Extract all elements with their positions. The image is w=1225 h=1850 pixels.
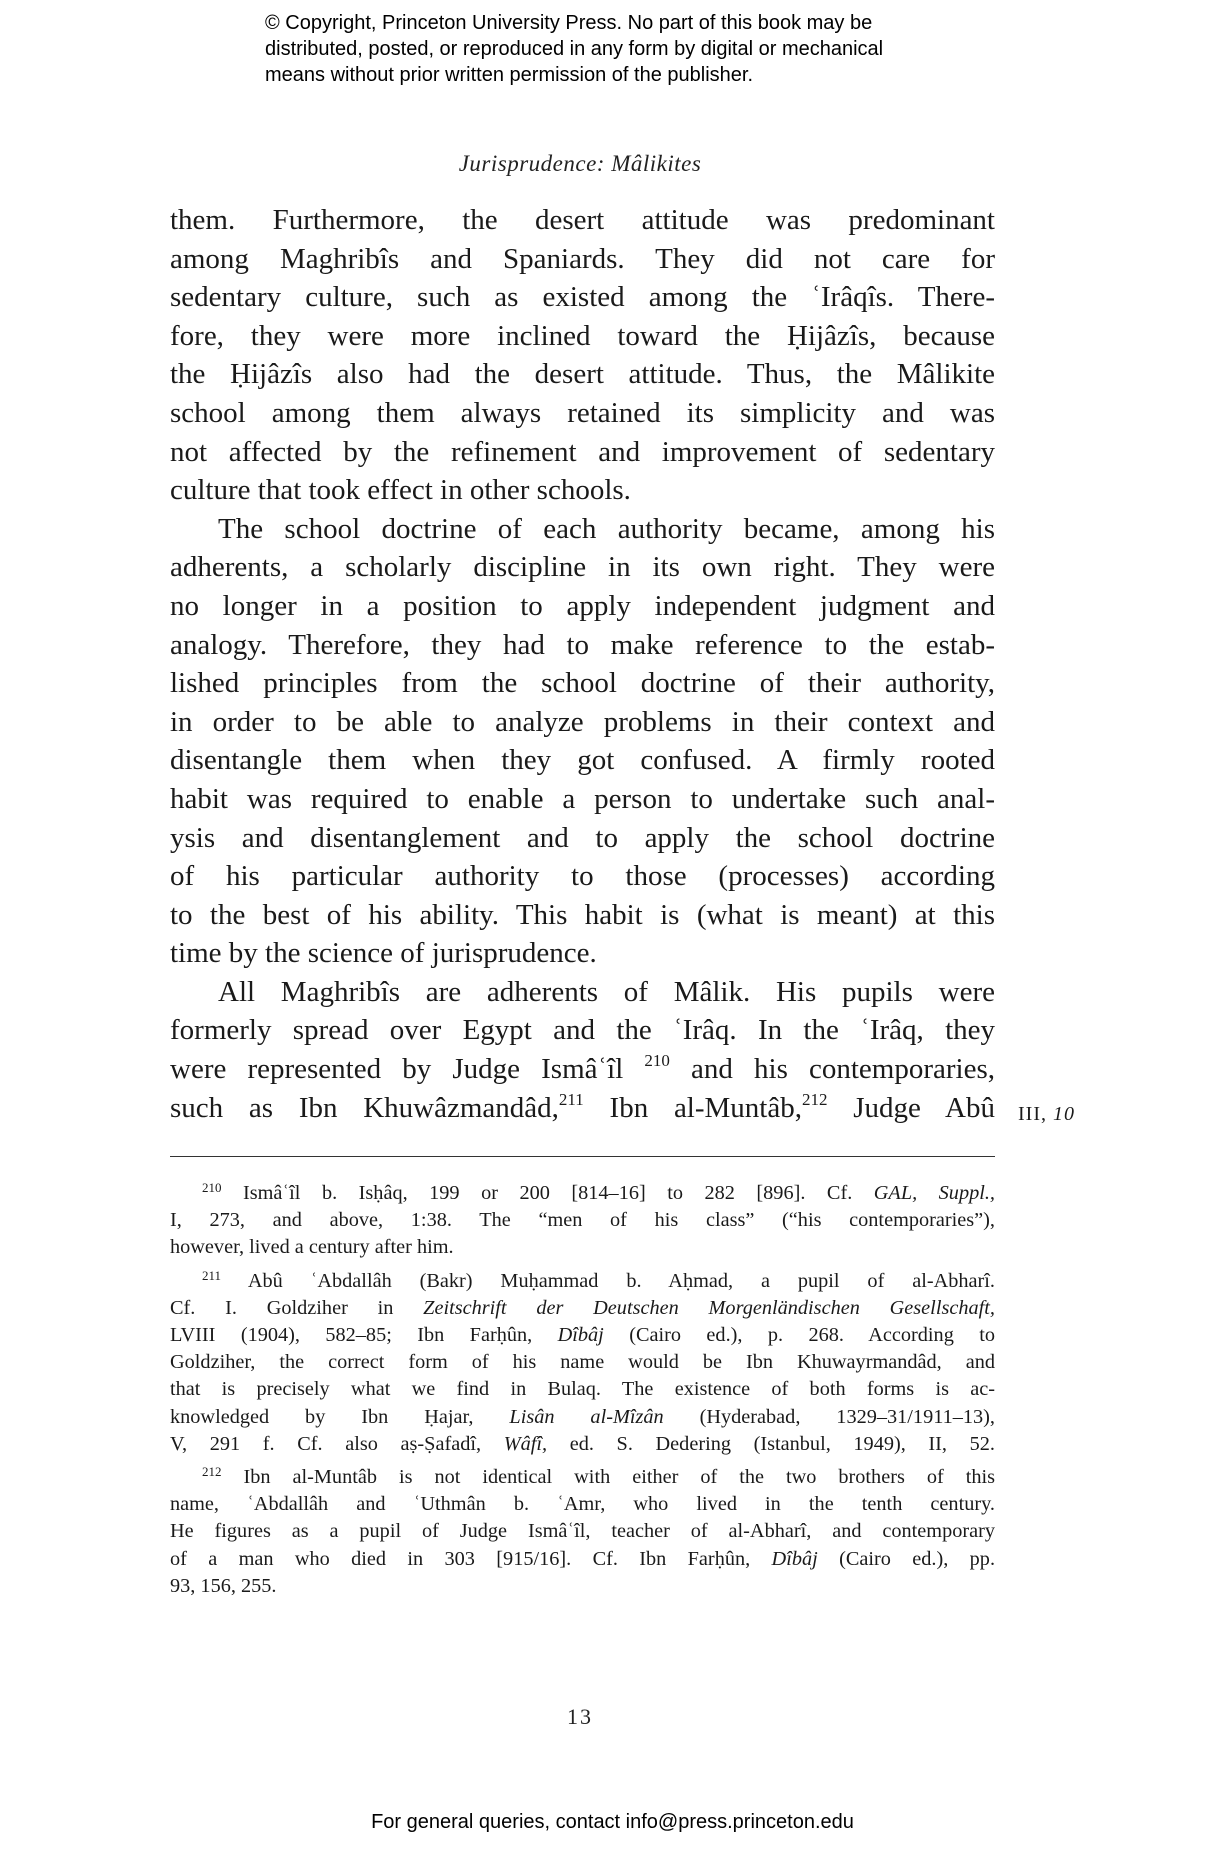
footnote-line [170,1322,995,1349]
text-segment: Ibn al-Muntâb, [609,1091,802,1124]
text-segment: of a man who died in 303 [915/16]. Cf. Ibn Farḥûn, [170,1547,751,1570]
footnote-line [170,1404,995,1431]
footnote-line: name, ʿAbdallâh and ʿUthmân b. ʿAmr, who lived in the tenth century. [170,1493,995,1516]
text-line: among Maghribîs and Spaniards. They did not care for [170,242,995,275]
text-segment: Abû ʿAbdallâh (Bakr) Muḥammad b. Aḥmad, a pupil of al-Abharî. [247,1269,995,1292]
text-segment: LVIII (1904), 582–85; Ibn Farḥûn, [170,1324,533,1347]
footnote-number: 210 [202,1180,222,1195]
text-line [170,1089,995,1128]
text-line: culture that took effect in other schools. [170,474,631,507]
footnote-211 [170,1262,995,1458]
footnote-line: I, 273, and above, 1:38. The “men of his class” (“his contemporaries”), [170,1209,995,1232]
text-segment: and his contemporaries, [691,1053,995,1086]
text-line: All Maghribîs are adherents of Mâlik. His pupils were [218,975,995,1008]
text-line: habit was required to enable a person to undertake such anal- [170,782,995,815]
margin-volume: III, [1018,1103,1047,1125]
copyright-line: means without prior written permission of the publisher. [265,64,754,86]
text-segment: (Cairo ed.), pp. [839,1547,996,1570]
paragraph-2 [170,510,995,973]
text-line: adherents, a scholarly discipline in its own right. They were [170,551,995,584]
text-line: of his particular authority to those (processes) according [170,860,995,893]
text-segment: ed. S. Dedering (Istanbul, 1949), II, 52. [569,1432,995,1455]
text-segment: Lisân al-Mîzân [509,1405,664,1428]
text-line: the Ḥijâzîs also had the desert attitude. Thus, the Mâlikite [170,358,995,391]
footnote-line: that is precisely what we find in Bulaq. The existence of both forms is ac- [170,1378,995,1401]
footnotes [170,1174,995,1600]
text-line: disentangle them when they got confused. A firmly rooted [170,744,995,777]
footnote-number: 211 [202,1267,222,1283]
margin-reference [1018,1103,1075,1126]
footnote-line [170,1546,995,1573]
text-segment: V, 291 f. Cf. also aṣ-Ṣafadî, [170,1432,482,1455]
running-head: Jurisprudence: Mâlikites [458,151,702,176]
text-segment: Wâfî, [503,1432,548,1455]
text-line: The school doctrine of each authority became, among his [218,512,995,545]
footnote-line: 93, 156, 255. [170,1574,277,1597]
text-line: in order to be able to analyze problems in their context and [170,705,995,738]
text-line: time by the science of jurisprudence. [170,937,597,970]
footnote-number: 212 [202,1464,222,1480]
paragraph-1 [170,201,995,510]
footnote-line: however, lived a century after him. [170,1236,454,1259]
footnote-ref-211[interactable]: 211 [558,1089,584,1109]
text-line: them. Furthermore, the desert attitude was predominant [170,204,995,236]
text-line: analogy. Therefore, they had to make reference to the estab- [170,628,995,661]
text-segment: GAL, Suppl., [873,1182,996,1204]
text-line: no longer in a position to apply independent judgment and [170,589,995,622]
footnote-line: Goldziher, the correct form of his name would be Ibn Khuwayrmandâd, and [170,1351,995,1374]
text-line: ysis and disentanglement and to apply the school doctrine [170,821,995,854]
copyright-line: distributed, posted, or reproduced in any form by digital or mechanical [265,38,884,60]
paragraph-3 [170,973,995,1127]
body-text [170,201,995,1127]
text-segment: (Cairo ed.), p. 268. According to [629,1324,995,1347]
footnote-line [170,1431,995,1458]
footnote-line [170,1262,995,1295]
footnote-ref-212[interactable]: 212 [802,1089,828,1109]
footnote-line [170,1174,995,1207]
footnote-line [170,1458,995,1491]
footnote-ref-210[interactable]: 210 [644,1051,670,1071]
footnote-line: He figures as a pupil of Judge Ismâʿîl, teacher of al-Abharî, and contemporary [170,1520,995,1543]
text-segment: Ismâʿîl b. Isḥâq, 199 or 200 [814–16] to 282 [896]. Cf. [243,1182,853,1204]
text-line: formerly spread over Egypt and the ʿIrâq. In the ʿIrâq, they [170,1014,995,1047]
text-line: lished principles from the school doctrine of their authority, [170,667,995,700]
text-line: school among them always retained its simplicity and was [170,396,995,429]
text-segment: were represented by Judge Ismâʿîl [170,1053,624,1086]
text-segment: such as Ibn Khuwâzmandâd, [170,1091,559,1124]
text-line [170,1050,995,1089]
footnote-210 [170,1174,995,1262]
text-line: not affected by the refinement and improvement of sedentary [170,435,995,468]
footnote-212 [170,1458,995,1600]
text-segment: Ibn al-Muntâb is not identical with either of the two brothers of this [243,1466,995,1489]
text-line: sedentary culture, such as existed among the ʿIrâqîs. There- [170,281,995,314]
text-segment: (Hyderabad, 1329–31/1911–13), [699,1405,995,1428]
text-line: to the best of his ability. This habit is (what is meant) at this [170,898,995,931]
margin-page: 10 [1052,1103,1075,1125]
text-segment: Judge Abû [853,1091,995,1124]
contact-footer: For general queries, contact info@press.princeton.edu [371,1811,854,1833]
text-line: fore, they were more inclined toward the Ḥijâzîs, because [170,319,995,352]
text-segment: Zeitschrift der Deutschen Morgenländischen Gesellschaft, [423,1296,995,1319]
footnote-divider [170,1156,995,1157]
text-segment: Dîbâj [771,1547,818,1570]
text-segment: Dîbâj [557,1324,604,1347]
footnote-line [170,1295,995,1322]
text-segment: Cf. I. Goldziher in [170,1296,394,1319]
text-segment: knowledged by Ibn Ḥajar, [170,1405,474,1428]
page-number: 13 [567,1704,593,1729]
copyright-notice [265,10,1025,88]
copyright-line: © Copyright, Princeton University Press. No part of this book may be [265,12,873,34]
